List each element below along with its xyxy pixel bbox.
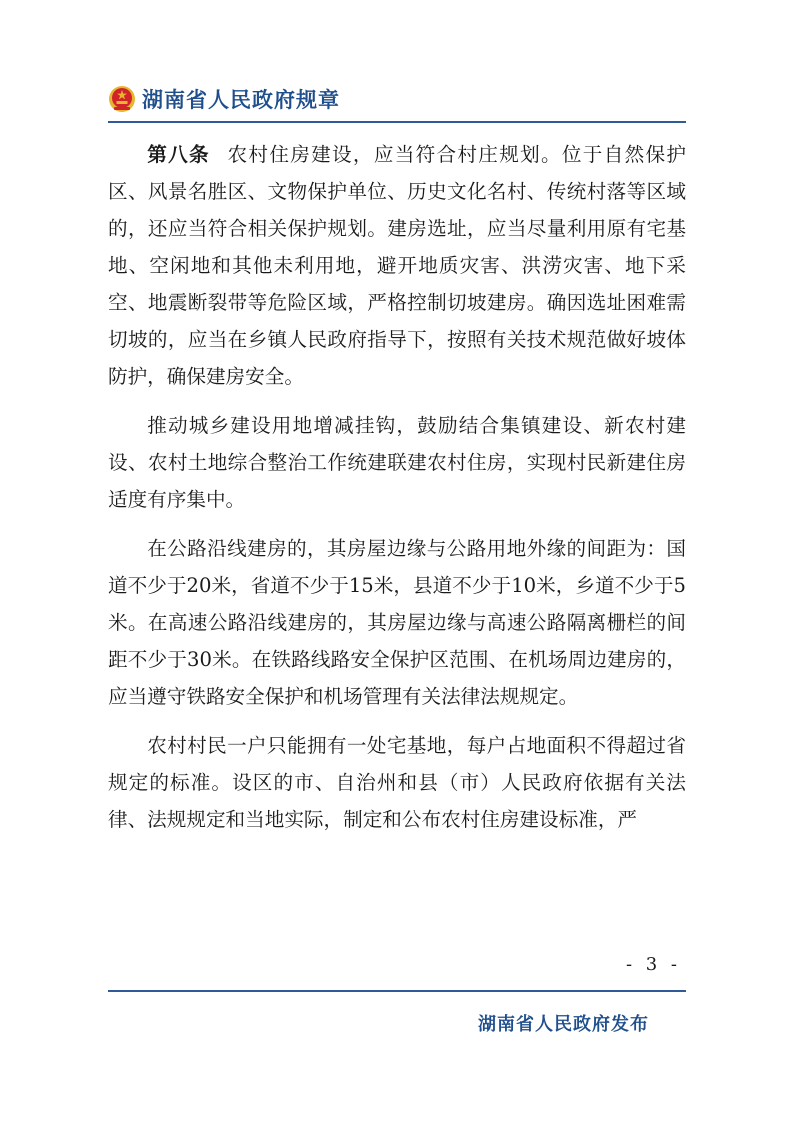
- header-divider: [108, 121, 686, 123]
- header-title: 湖南省人民政府规章: [142, 88, 340, 112]
- national-emblem-icon: [108, 85, 136, 113]
- footer-publisher: 湖南省人民政府发布: [478, 1014, 649, 1035]
- paragraph: 在公路沿线建房的，其房屋边缘与公路用地外缘的间距为：国道不少于20米，省道不少于15米，县道不少于10米，乡道不少于5米。在高速公路沿线建房的，其房屋边缘与高速公路隔离栅栏的间距不少于30米。在铁路线路安全保护区范围、在机场周边建房的，应当遵守铁路安全保护和机场管理有关法律法规规定。: [108, 537, 686, 708]
- document-body: [108, 136, 686, 850]
- footer-divider: [108, 990, 686, 992]
- paragraph-text: 农村住房建设，应当符合村庄规划。位于自然保护区、风景名胜区、文物保护单位、历史文化名村、传统村落等区域的，还应当符合相关保护规划。建房选址，应当尽量利用原有宅基地、空闲地和其他未利用地，避开地质灾害、洪涝灾害、地下采空、地震断裂带等危险区域，严格控制切坡建房。确因选址困难需切坡的，应当在乡镇人民政府指导下，按照有关技术规范做好坡体防护，确保建房安全。: [108, 143, 687, 388]
- paragraph: [108, 136, 686, 395]
- paragraph: 农村村民一户只能拥有一处宅基地，每户占地面积不得超过省规定的标准。设区的市、自治州和县（市）人民政府依据有关法律、法规规定和当地实际，制定和公布农村住房建设标准，严: [108, 734, 686, 831]
- document-header: [108, 84, 340, 114]
- article-number: 第八条: [147, 143, 210, 166]
- paragraph: 推动城乡建设用地增减挂钩，鼓励结合集镇建设、新农村建设、农村土地综合整治工作统建联建农村住房，实现村民新建住房适度有序集中。: [108, 414, 686, 511]
- page-number: - 3 -: [625, 954, 681, 975]
